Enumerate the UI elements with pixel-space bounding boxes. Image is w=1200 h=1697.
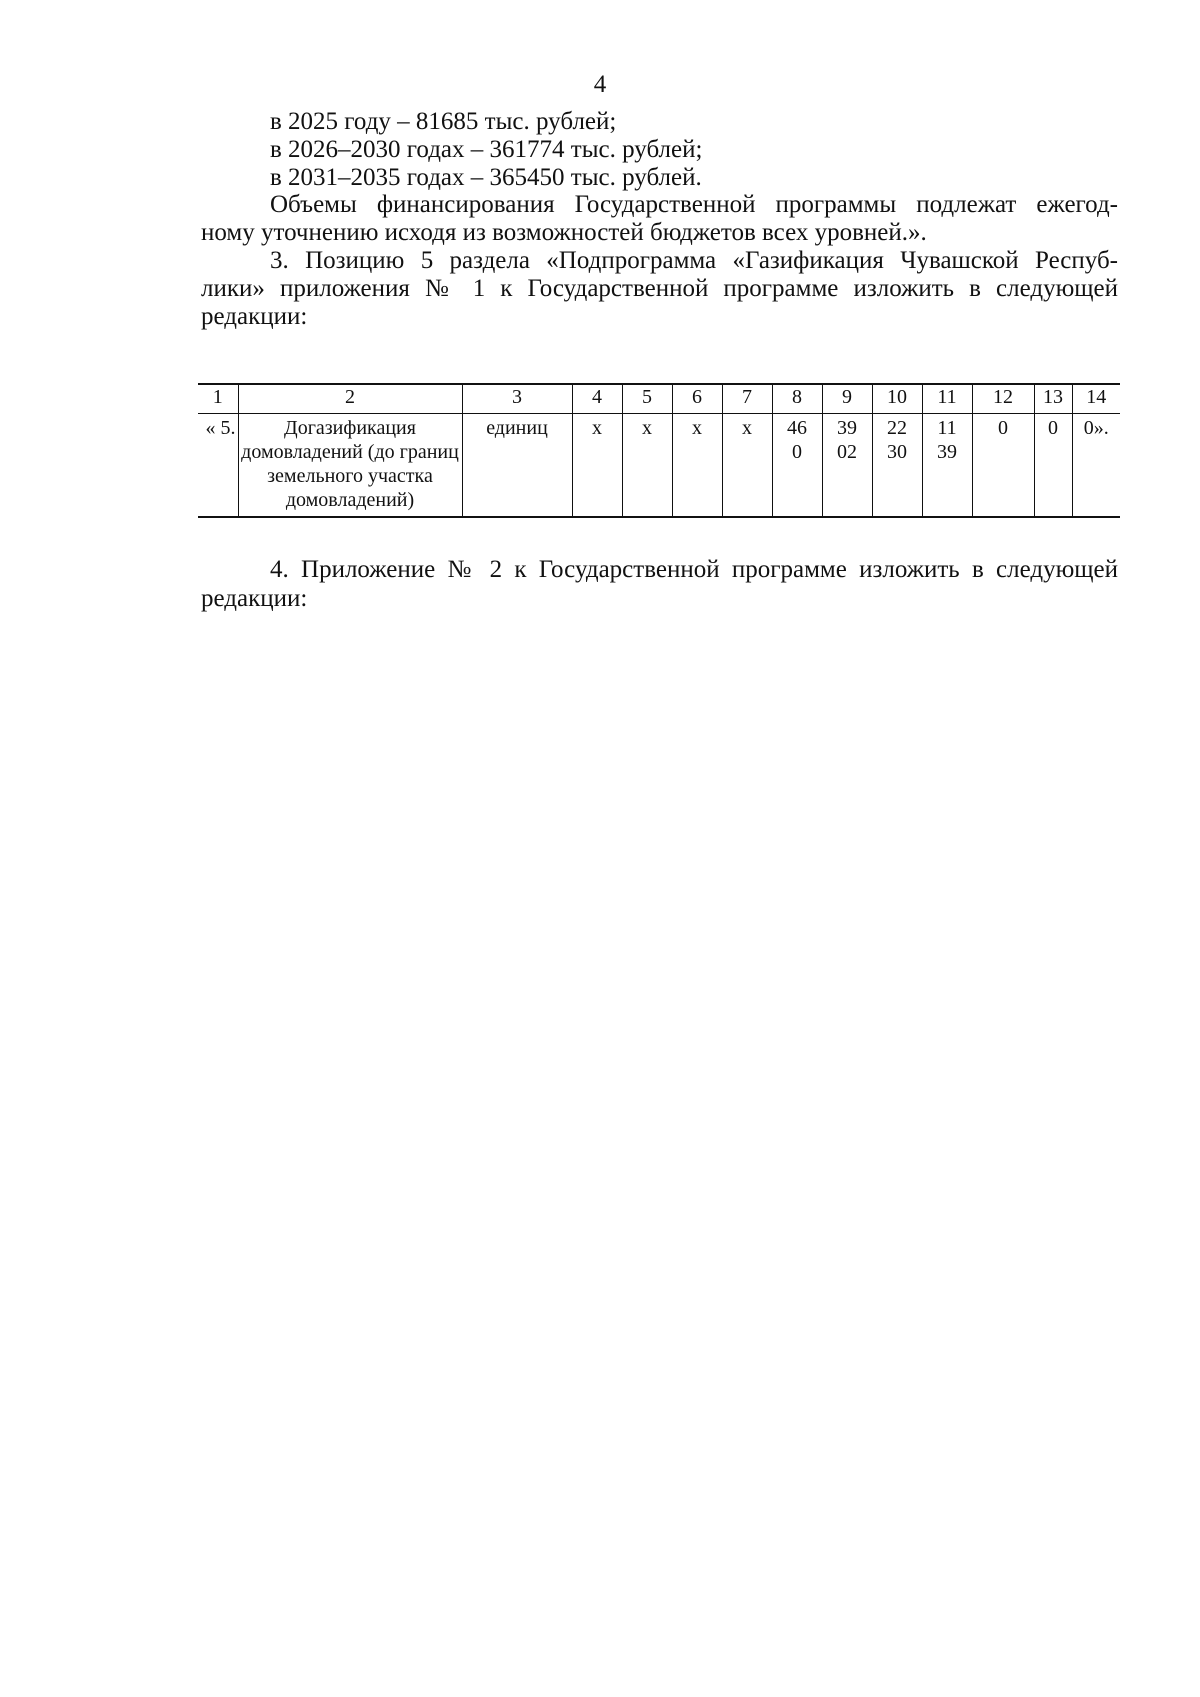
col-header-12: 12 [972, 384, 1034, 414]
cell-col14: 0». [1072, 414, 1120, 518]
item4-line2: редакции: [201, 585, 308, 612]
cell-col10: 2230 [872, 414, 922, 518]
cell-col9: 3902 [822, 414, 872, 518]
col-header-10: 10 [872, 384, 922, 414]
funding-2025: в 2025 году – 81685 тыс. рублей; [270, 108, 617, 135]
item4-line1: 4. Приложение № 2 к Государственной программе изложить в следующей [270, 556, 1118, 583]
col-header-11: 11 [922, 384, 972, 414]
funding-2026-2030: в 2026–2030 годах – 361774 тыс. рублей; [270, 136, 703, 163]
cell-indicator-name: Догазификация домовладений (до границ земельного участка домовладений) [238, 414, 462, 518]
col-header-13: 13 [1034, 384, 1072, 414]
col-header-5: 5 [622, 384, 672, 414]
cell-col13: 0 [1034, 414, 1072, 518]
col-header-2: 2 [238, 384, 462, 414]
item3-line2: лики» приложения № 1 к Государственной программе изложить в следующей [201, 275, 1118, 302]
cell-col8: 460 [772, 414, 822, 518]
item3-line1: 3. Позицию 5 раздела «Подпрограмма «Газификация Чувашской Респуб- [270, 247, 1118, 274]
funding-2031-2035: в 2031–2035 годах – 365450 тыс. рублей. [270, 164, 702, 191]
cell-col11: 1139 [922, 414, 972, 518]
col-header-6: 6 [672, 384, 722, 414]
position-5-table [198, 383, 1120, 518]
cell-col4: х [572, 414, 622, 518]
cell-position: « 5. [198, 414, 238, 518]
funding-note-line2: ному уточнению исходя из возможностей бюджетов всех уровней.». [201, 219, 927, 246]
funding-note-line1: Объемы финансирования Государственной программы подлежат ежегод- [270, 191, 1118, 218]
cell-col7: х [722, 414, 772, 518]
col-header-8: 8 [772, 384, 822, 414]
cell-unit: единиц [462, 414, 572, 518]
col-header-4: 4 [572, 384, 622, 414]
item3-line3: редакции: [201, 303, 308, 330]
cell-col12: 0 [972, 414, 1034, 518]
cell-col6: х [672, 414, 722, 518]
col-header-1: 1 [198, 384, 238, 414]
table-header-row [198, 384, 1120, 414]
col-header-3: 3 [462, 384, 572, 414]
cell-col5: х [622, 414, 672, 518]
table-row [198, 414, 1120, 518]
page-number: 4 [593, 71, 607, 98]
col-header-9: 9 [822, 384, 872, 414]
col-header-14: 14 [1072, 384, 1120, 414]
col-header-7: 7 [722, 384, 772, 414]
